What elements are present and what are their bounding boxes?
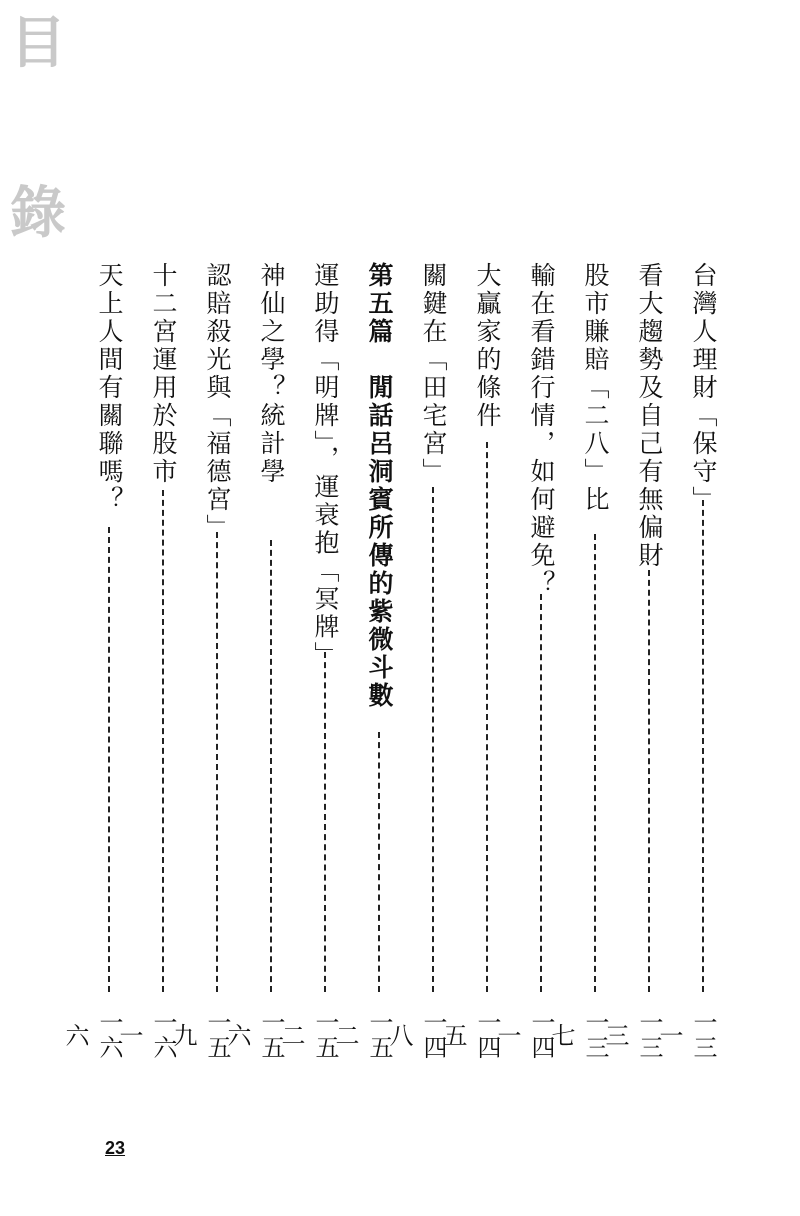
toc-entry[interactable] [61, 262, 126, 1072]
toc-leader [324, 652, 326, 992]
toc-entry[interactable] [547, 262, 612, 1072]
toc-entry-title: 關鍵在「田宅宮」 [419, 262, 448, 486]
toc-leader [432, 487, 434, 992]
toc-entry-page: 一四八 [385, 1010, 447, 1060]
toc-leader [648, 570, 650, 992]
toc-entry-page: 一三三 [601, 1010, 663, 1060]
toc-entry[interactable] [331, 262, 396, 1072]
toc-leader [378, 732, 380, 992]
toc-entry-page: 一六一 [115, 1010, 177, 1060]
toc-leader [594, 534, 596, 992]
toc-leader [270, 540, 272, 992]
toc-entry[interactable] [493, 262, 558, 1072]
toc-leader [162, 490, 164, 992]
toc-entry-title: 大贏家的條件 [473, 262, 502, 430]
toc-entry[interactable] [385, 262, 450, 1072]
toc-leader [486, 442, 488, 992]
contents-heading-char-1: 目 [10, 11, 66, 76]
toc-entry[interactable] [223, 262, 288, 1072]
toc-leader [702, 500, 704, 992]
toc-entry[interactable] [277, 262, 342, 1072]
toc-entry-title: 天上人間有關聯嗎？ [95, 262, 124, 514]
toc-leader [108, 527, 110, 992]
toc-entry-page: 一三七 [547, 1010, 609, 1060]
toc-entry[interactable] [115, 262, 180, 1072]
toc-entry-page: 一六六 [61, 1010, 123, 1060]
toc-entry[interactable] [439, 262, 504, 1072]
toc-section-title: 第五篇 閒話呂洞賓所傳的紫微斗數 [365, 262, 394, 710]
toc-entry-title: 看大趨勢及自己有無偏財 [635, 262, 664, 570]
toc-entry-title: 台灣人理財「保守」 [689, 262, 718, 514]
contents-heading-char-2: 錄 [10, 181, 66, 246]
table-of-contents [61, 262, 732, 1082]
toc-leader [540, 594, 542, 992]
toc-entry[interactable] [601, 262, 666, 1072]
toc-entry-page: 一四五 [439, 1010, 501, 1060]
toc-entry-page: 一四一 [493, 1010, 555, 1060]
toc-entry-page: 一五二 [331, 1010, 393, 1060]
toc-entry-page: 一五九 [169, 1010, 231, 1060]
toc-entry-title: 十二宮運用於股市 [149, 262, 178, 486]
toc-entry-page: 一三一 [655, 1010, 717, 1060]
toc-entry-title: 運助得「明牌」，運衰抱「冥牌」 [311, 262, 340, 670]
toc-entry-title: 認賠殺光與「福德宮」 [203, 262, 232, 542]
toc-leader [216, 532, 218, 992]
toc-entry-page: 一五二 [277, 1010, 339, 1060]
toc-entry-title: 神仙之學？統計學 [257, 262, 286, 486]
toc-entry-title: 輸在看錯行情，如何避免？ [527, 262, 556, 598]
toc-entry-page: 一五六 [223, 1010, 285, 1060]
toc-entry[interactable] [169, 262, 234, 1072]
page-number: 23 [105, 1138, 126, 1158]
toc-entry-title: 股市賺賠「二八」比 [581, 262, 610, 514]
toc-entry[interactable] [655, 262, 720, 1072]
